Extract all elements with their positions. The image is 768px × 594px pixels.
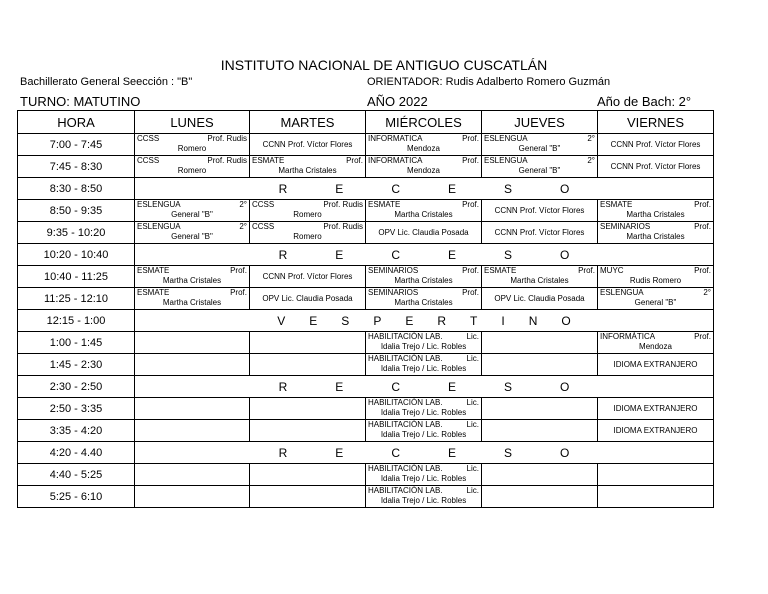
teacher-title: Prof. (694, 222, 711, 231)
break-letter: P (373, 313, 382, 328)
class-cell (250, 420, 366, 442)
break-letter: O (560, 181, 570, 196)
class-cell (598, 266, 714, 288)
subject-name: ESMATE (137, 266, 170, 275)
table-row (18, 332, 714, 354)
table-row (18, 222, 714, 244)
teacher-title: Prof. (230, 288, 247, 297)
class-cell (250, 464, 366, 486)
class-cell (598, 222, 714, 244)
class-cell (366, 354, 482, 376)
year-label: AÑO 2022 (367, 94, 428, 109)
table-row (18, 244, 714, 266)
table-row (18, 200, 714, 222)
break-row (135, 178, 714, 200)
class-cell (598, 288, 714, 310)
class-cell (366, 398, 482, 420)
break-letter: O (560, 247, 570, 262)
subject-name: HABILITACIÓN LAB. (368, 332, 443, 341)
teacher-name: General "B" (518, 144, 561, 153)
break-letter: R (278, 247, 288, 262)
break-letter: I (501, 313, 505, 328)
class-cell (366, 420, 482, 442)
class-cell (482, 486, 598, 508)
teacher-name: Romero (177, 166, 207, 175)
class-cell (135, 354, 250, 376)
break-letter: O (561, 313, 571, 328)
break-row (135, 244, 714, 266)
col-header-viernes: VIERNES (598, 111, 714, 134)
class-cell (135, 134, 250, 156)
teacher-title: Prof. (694, 266, 711, 275)
schedule-table (17, 110, 714, 508)
break-letter: O (560, 445, 570, 460)
time-slot: 9:35 - 10:20 (18, 222, 135, 244)
teacher-name: Mendoza (407, 166, 440, 175)
subject-name: HABILITACIÓN LAB. (368, 398, 443, 407)
teacher-name: Idalia Trejo / Lic. Robles (380, 342, 467, 351)
class-cell (482, 156, 598, 178)
class-label: IDIOMA EXTRANJERO (613, 404, 698, 413)
teacher-name: Martha Cristales (278, 166, 337, 175)
break-letter: T (470, 313, 478, 328)
table-row (18, 464, 714, 486)
teacher-title: Lic. (466, 332, 479, 341)
break-letter: C (391, 247, 400, 262)
break-letter: R (278, 379, 288, 394)
time-slot: 4:40 - 5:25 (18, 464, 135, 486)
time-slot: 5:25 - 6:10 (18, 486, 135, 508)
subject-name: INFORMATICA (368, 134, 423, 143)
class-label: CCNN Prof. Víctor Flores (262, 140, 353, 149)
schedule-body (18, 134, 714, 508)
class-cell (482, 222, 598, 244)
class-label: CCNN Prof. Víctor Flores (494, 206, 585, 215)
class-cell (250, 222, 366, 244)
break-letter: C (391, 181, 400, 196)
class-cell (482, 332, 598, 354)
teacher-name: Idalia Trejo / Lic. Robles (380, 364, 467, 373)
table-row (18, 420, 714, 442)
table-row (18, 178, 714, 200)
class-cell (250, 486, 366, 508)
class-cell (366, 134, 482, 156)
class-label: CCNN Prof. Víctor Flores (494, 228, 585, 237)
teacher-title: Prof. (346, 156, 363, 165)
teacher-name: Rudis Romero (629, 276, 682, 285)
teacher-title: Prof. Rudis (207, 156, 247, 165)
class-label: CCNN Prof. Víctor Flores (262, 272, 353, 281)
header-row (18, 111, 714, 134)
section-label: Bachillerato General Seección : "B" (20, 76, 193, 88)
teacher-title: Prof. (694, 332, 711, 341)
subject-name: ESLENGUA (484, 134, 528, 143)
class-cell (135, 156, 250, 178)
class-cell (250, 354, 366, 376)
break-letter: R (278, 445, 288, 460)
break-letter: E (447, 445, 456, 460)
class-cell (366, 486, 482, 508)
teacher-title: 2° (587, 134, 595, 143)
break-letter: E (309, 313, 318, 328)
teacher-title: Prof. Rudis (323, 200, 363, 209)
time-slot: 11:25 - 12:10 (18, 288, 135, 310)
class-cell (482, 398, 598, 420)
time-slot: 10:20 - 10:40 (18, 244, 135, 266)
subject-name: ESMATE (368, 200, 401, 209)
class-cell (250, 134, 366, 156)
break-letter: R (278, 181, 288, 196)
teacher-title: Prof. Rudis (207, 134, 247, 143)
table-row (18, 266, 714, 288)
teacher-title: 2° (703, 288, 711, 297)
break-letter: V (277, 313, 286, 328)
break-letter: E (335, 379, 344, 394)
class-cell (482, 266, 598, 288)
table-row (18, 310, 714, 332)
table-row (18, 156, 714, 178)
break-letter: N (528, 313, 538, 328)
col-header-miercoles: MIÉRCOLES (366, 111, 482, 134)
break-letter: E (447, 379, 456, 394)
class-cell (482, 288, 598, 310)
break-letter: E (335, 247, 344, 262)
teacher-title: 2° (587, 156, 595, 165)
teacher-title: Prof. Rudis (323, 222, 363, 231)
subject-name: HABILITACIÓN LAB. (368, 354, 443, 363)
class-label: OPV Lic. Claudia Posada (378, 228, 469, 237)
orientador-label: ORIENTADOR: Rudis Adalberto Romero Guzmán (367, 76, 611, 88)
class-cell (366, 288, 482, 310)
class-cell (366, 464, 482, 486)
teacher-title: Prof. (462, 156, 479, 165)
table-row (18, 354, 714, 376)
break-letter: C (391, 445, 400, 460)
class-label: CCNN Prof. Víctor Flores (610, 162, 701, 171)
break-letter: E (405, 313, 414, 328)
subject-name: HABILITACIÓN LAB. (368, 420, 443, 429)
grade-label: Año de Bach: 2° (597, 94, 692, 109)
teacher-name: Martha Cristales (162, 298, 222, 307)
break-letter: S (504, 247, 513, 262)
subject-name: ESMATE (600, 200, 633, 209)
class-label: CCNN Prof. Víctor Flores (610, 140, 701, 149)
teacher-name: Idalia Trejo / Lic. Robles (380, 408, 467, 417)
class-label: OPV Lic. Claudia Posada (262, 294, 353, 303)
subject-name: HABILITACIÓN LAB. (368, 486, 443, 495)
class-cell (135, 332, 250, 354)
teacher-name: Martha Cristales (510, 276, 569, 285)
class-cell (366, 200, 482, 222)
break-letter: S (504, 181, 513, 196)
time-slot: 8:50 - 9:35 (18, 200, 135, 222)
time-slot: 12:15 - 1:00 (18, 310, 135, 332)
teacher-title: Prof. (462, 266, 479, 275)
table-row (18, 288, 714, 310)
break-letter: S (341, 313, 350, 328)
teacher-title: Lic. (466, 354, 479, 363)
time-slot: 1:00 - 1:45 (18, 332, 135, 354)
teacher-name: General "B" (171, 232, 213, 241)
subject-name: HABILITACIÓN LAB. (368, 464, 443, 473)
teacher-title: Prof. (578, 266, 595, 275)
class-cell (598, 486, 714, 508)
teacher-title: Lic. (466, 420, 479, 429)
class-cell (250, 332, 366, 354)
teacher-name: Mendoza (407, 144, 440, 153)
subject-name: CCSS (252, 222, 275, 231)
subject-name: INFORMATICA (368, 156, 423, 165)
teacher-title: Prof. (462, 134, 479, 143)
teacher-title: Prof. (462, 288, 479, 297)
table-row (18, 442, 714, 464)
break-row (135, 376, 714, 398)
subject-name: CCSS (252, 200, 275, 209)
class-cell (482, 464, 598, 486)
class-cell (366, 266, 482, 288)
class-cell (135, 288, 250, 310)
teacher-name: Romero (293, 232, 322, 241)
class-cell (135, 398, 250, 420)
teacher-name: Martha Cristales (626, 210, 685, 219)
class-cell (250, 266, 366, 288)
class-cell (135, 420, 250, 442)
class-cell (135, 266, 250, 288)
teacher-name: Mendoza (639, 342, 672, 351)
teacher-name: General "B" (634, 298, 677, 307)
teacher-title: Lic. (466, 398, 479, 407)
break-letter: E (335, 181, 344, 196)
teacher-title: Prof. (230, 266, 247, 275)
class-label: OPV Lic. Claudia Posada (494, 294, 585, 303)
class-cell (598, 464, 714, 486)
time-slot: 4:20 - 4.40 (18, 442, 135, 464)
table-row (18, 376, 714, 398)
class-cell (598, 354, 714, 376)
class-cell (135, 486, 250, 508)
teacher-title: Prof. (462, 200, 479, 209)
class-cell (250, 288, 366, 310)
turno-label: TURNO: MATUTINO (20, 94, 141, 109)
col-header-jueves: JUEVES (482, 111, 598, 134)
time-slot: 3:35 - 4:20 (18, 420, 135, 442)
class-cell (135, 464, 250, 486)
class-cell (250, 398, 366, 420)
class-cell (598, 398, 714, 420)
subject-name: ESMATE (252, 156, 285, 165)
class-cell (250, 156, 366, 178)
teacher-name: Idalia Trejo / Lic. Robles (380, 474, 467, 483)
subject-name: SEMINARIOS (368, 266, 419, 275)
class-cell (135, 222, 250, 244)
break-row (135, 442, 714, 464)
col-header-martes: MARTES (250, 111, 366, 134)
table-row (18, 398, 714, 420)
time-slot: 8:30 - 8:50 (18, 178, 135, 200)
subject-name: CCSS (137, 156, 160, 165)
teacher-name: General "B" (518, 166, 561, 175)
subject-name: INFORMÁTICA (600, 332, 656, 341)
class-cell (482, 200, 598, 222)
subject-name: SEMINARIOS (368, 288, 419, 297)
class-cell (598, 332, 714, 354)
time-slot: 1:45 - 2:30 (18, 354, 135, 376)
class-cell (135, 200, 250, 222)
subject-name: ESLENGUA (137, 200, 181, 209)
table-row (18, 134, 714, 156)
subject-name: ESLENGUA (137, 222, 181, 231)
class-cell (482, 354, 598, 376)
teacher-title: Lic. (466, 464, 479, 473)
teacher-name: Martha Cristales (626, 232, 685, 241)
teacher-name: Romero (177, 144, 207, 153)
teacher-name: Martha Cristales (394, 210, 453, 219)
subject-name: ESMATE (484, 266, 517, 275)
teacher-title: Lic. (466, 486, 479, 495)
break-letter: O (560, 379, 570, 394)
break-letter: S (504, 445, 513, 460)
time-slot: 7:00 - 7:45 (18, 134, 135, 156)
class-cell (598, 200, 714, 222)
class-label: IDIOMA EXTRANJERO (613, 426, 698, 435)
teacher-name: Martha Cristales (394, 298, 453, 307)
col-header-lunes: LUNES (135, 111, 250, 134)
class-cell (598, 420, 714, 442)
class-cell (366, 222, 482, 244)
time-slot: 10:40 - 11:25 (18, 266, 135, 288)
teacher-title: 2° (239, 222, 247, 231)
class-cell (366, 156, 482, 178)
class-cell (598, 134, 714, 156)
teacher-name: Martha Cristales (394, 276, 453, 285)
break-letter: E (447, 181, 456, 196)
class-cell (366, 332, 482, 354)
subject-name: MUYC (600, 266, 624, 275)
subject-name: ESLENGUA (600, 288, 644, 297)
teacher-name: Martha Cristales (162, 276, 222, 285)
break-letter: C (391, 379, 400, 394)
subject-name: SEMINARIOS (600, 222, 651, 231)
break-letter: R (437, 313, 447, 328)
teacher-title: 2° (239, 200, 247, 209)
break-row (135, 310, 714, 332)
class-cell (250, 200, 366, 222)
time-slot: 7:45 - 8:30 (18, 156, 135, 178)
subject-name: ESMATE (137, 288, 170, 297)
teacher-title: Prof. (694, 200, 711, 209)
teacher-name: General "B" (171, 210, 213, 219)
class-cell (598, 156, 714, 178)
teacher-name: Romero (293, 210, 322, 219)
class-cell (482, 134, 598, 156)
subject-name: CCSS (137, 134, 160, 143)
col-header-hora: HORA (18, 111, 135, 134)
page-title: INSTITUTO NACIONAL DE ANTIGUO CUSCATLÁN (220, 57, 548, 73)
class-cell (482, 420, 598, 442)
break-letter: S (504, 379, 513, 394)
class-label: IDIOMA EXTRANJERO (613, 360, 698, 369)
break-letter: E (447, 247, 456, 262)
time-slot: 2:50 - 3:35 (18, 398, 135, 420)
table-row (18, 486, 714, 508)
time-slot: 2:30 - 2:50 (18, 376, 135, 398)
break-letter: E (335, 445, 344, 460)
teacher-name: Idalia Trejo / Lic. Robles (380, 430, 467, 439)
subject-name: ESLENGUA (484, 156, 528, 165)
teacher-name: Idalia Trejo / Lic. Robles (380, 496, 467, 505)
